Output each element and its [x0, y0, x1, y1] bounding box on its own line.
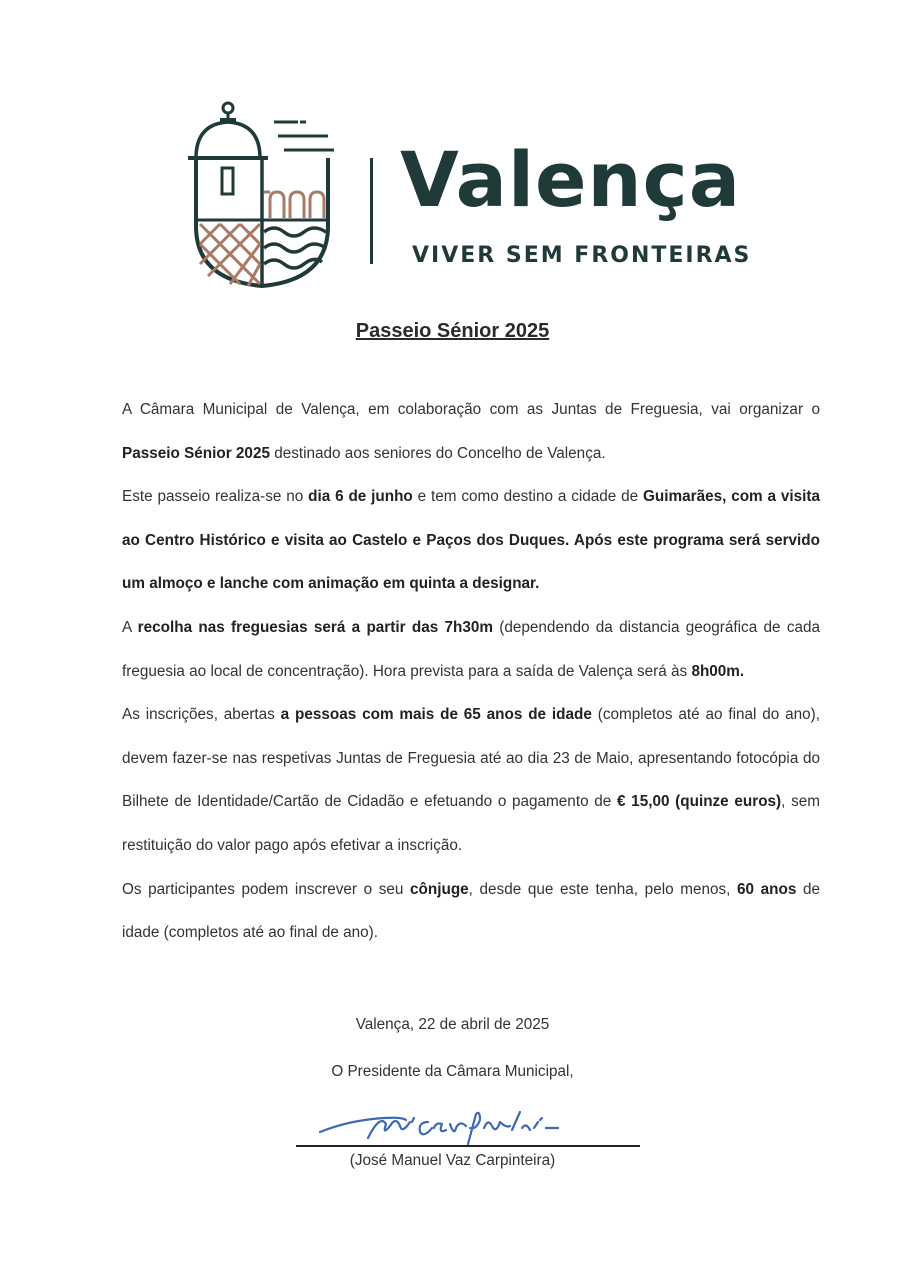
- bold-text: 8h00m.: [691, 662, 745, 680]
- body-paragraph: [122, 606, 820, 693]
- text-run: destinado aos seniores do Concelho de Valença.: [269, 444, 606, 462]
- bold-text: cônjuge: [410, 880, 469, 898]
- place-and-date: Valença, 22 de abril de 2025: [355, 1016, 550, 1033]
- signer-name: (José Manuel Vaz Carpinteira): [349, 1152, 556, 1169]
- body-paragraph: [122, 693, 820, 867]
- text-run: A Câmara Municipal de Valença, em colaboração com as Juntas de Freguesia, vai organizar o: [122, 401, 820, 418]
- text-run: , desde que este tenha, pelo menos,: [468, 880, 738, 898]
- handwritten-signature: [310, 1100, 610, 1148]
- bold-text: a pessoas com mais de 65 anos de idade: [280, 706, 592, 724]
- bold-text: € 15,00 (quinze euros): [616, 793, 782, 811]
- text-run: e tem como destino a cidade de: [412, 488, 644, 506]
- document-title: Passeio Sénior 2025: [355, 320, 550, 342]
- document-body: [122, 388, 820, 955]
- logo-divider: [370, 158, 373, 264]
- signature-line: [296, 1145, 640, 1147]
- body-paragraph: [122, 475, 820, 606]
- bold-text: recolha nas freguesias será a partir das 7h30m: [137, 618, 493, 636]
- bold-text: 60 anos: [737, 880, 797, 898]
- signer-role: O Presidente da Câmara Municipal,: [331, 1063, 574, 1080]
- body-paragraph: [122, 388, 820, 475]
- bold-text: Passeio Sénior 2025: [122, 444, 270, 462]
- valenca-emblem-logo: [186, 100, 336, 290]
- text-run: de idade (completos até ao final de ano).: [122, 880, 821, 942]
- text-run: (completos até ao final do ano), devem fazer-se nas respetivas Juntas de Freguesia até ao dia 23 de Maio, apresentando fotocópia do Bilhete de Identidade/Cartão de Cidadão e efetuando o pagamento de: [122, 706, 820, 811]
- bold-text: dia 6 de junho: [308, 488, 413, 506]
- logo-wordmark: Valença: [400, 135, 741, 224]
- bold-text: Guimarães, com a visita ao Centro Histórico e visita ao Castelo e Paços dos Duques. Após este programa será servido um almoço e lanche com animação em quinta a designar.: [122, 488, 820, 593]
- text-run: As inscrições, abertas: [122, 706, 281, 724]
- text-run: , sem restituição do valor pago após efetivar a inscrição.: [122, 793, 820, 854]
- text-run: A: [122, 618, 138, 636]
- text-run: Este passeio realiza-se no: [122, 488, 309, 506]
- text-run: Os participantes podem inscrever o seu: [122, 880, 411, 898]
- body-paragraph: [122, 868, 820, 955]
- logo-tagline: VIVER SEM FRONTEIRAS: [412, 243, 752, 268]
- text-run: (dependendo da distancia geográfica de cada freguesia ao local de concentração). Hora prevista para a saída de Valença será às: [122, 618, 820, 680]
